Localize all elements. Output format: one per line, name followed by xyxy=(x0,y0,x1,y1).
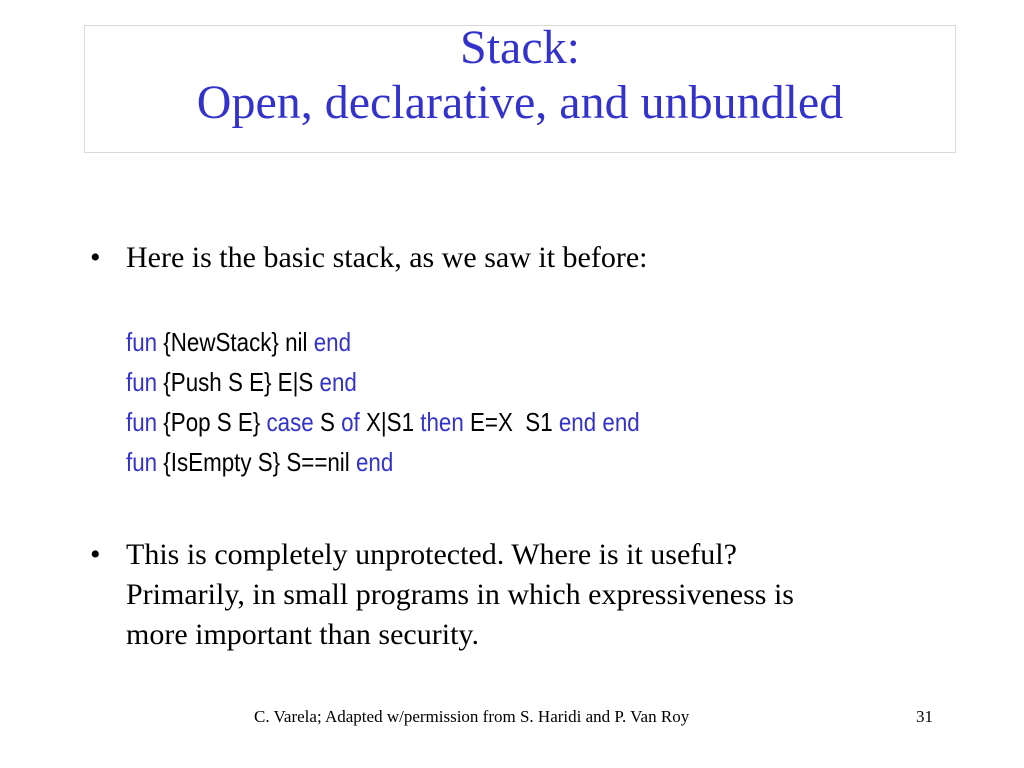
slide-title-line-2: Open, declarative, and unbundled xyxy=(196,76,844,129)
code-keyword: fun xyxy=(126,327,158,357)
code-keyword: fun xyxy=(126,407,158,437)
code-keyword: end end xyxy=(558,407,640,437)
code-line xyxy=(126,402,640,442)
code-text: X|S1 xyxy=(359,407,421,437)
code-text: {Pop S E} xyxy=(157,407,267,437)
code-line xyxy=(126,322,640,362)
code-text: S xyxy=(313,407,342,437)
code-text: E=X S1 xyxy=(463,407,559,437)
bullet-marker: • xyxy=(90,538,101,571)
slide-title xyxy=(84,20,956,130)
code-keyword: fun xyxy=(126,367,158,397)
bullet-text xyxy=(126,535,906,655)
code-line xyxy=(126,362,640,402)
page-number: 31 xyxy=(916,707,933,726)
bullet-text-line-1: This is completely unprotected. Where is it useful? xyxy=(126,538,737,571)
bullet-text-line-2: Primarily, in small programs in which expressiveness is xyxy=(126,578,794,611)
code-line xyxy=(126,442,640,482)
footer-credit: C. Varela; Adapted w/permission from S. Haridi and P. Van Roy xyxy=(254,707,690,726)
code-text: {IsEmpty S} S==nil xyxy=(157,447,356,477)
code-keyword: fun xyxy=(126,447,158,477)
code-block xyxy=(126,322,640,482)
code-keyword: end xyxy=(355,447,394,477)
bullet-text: Here is the basic stack, as we saw it before: xyxy=(126,241,648,274)
code-keyword: end xyxy=(313,327,352,357)
slide-title-line-1: Stack: xyxy=(460,21,580,74)
code-keyword: of xyxy=(341,407,360,437)
bullet-marker: • xyxy=(90,241,101,274)
code-text: {Push S E} E|S xyxy=(157,367,320,397)
code-text: {NewStack} nil xyxy=(157,327,314,357)
code-keyword: then xyxy=(420,407,464,437)
code-keyword: case xyxy=(266,407,314,437)
code-keyword: end xyxy=(319,367,357,397)
bullet-text-line-3: more important than security. xyxy=(126,618,479,651)
